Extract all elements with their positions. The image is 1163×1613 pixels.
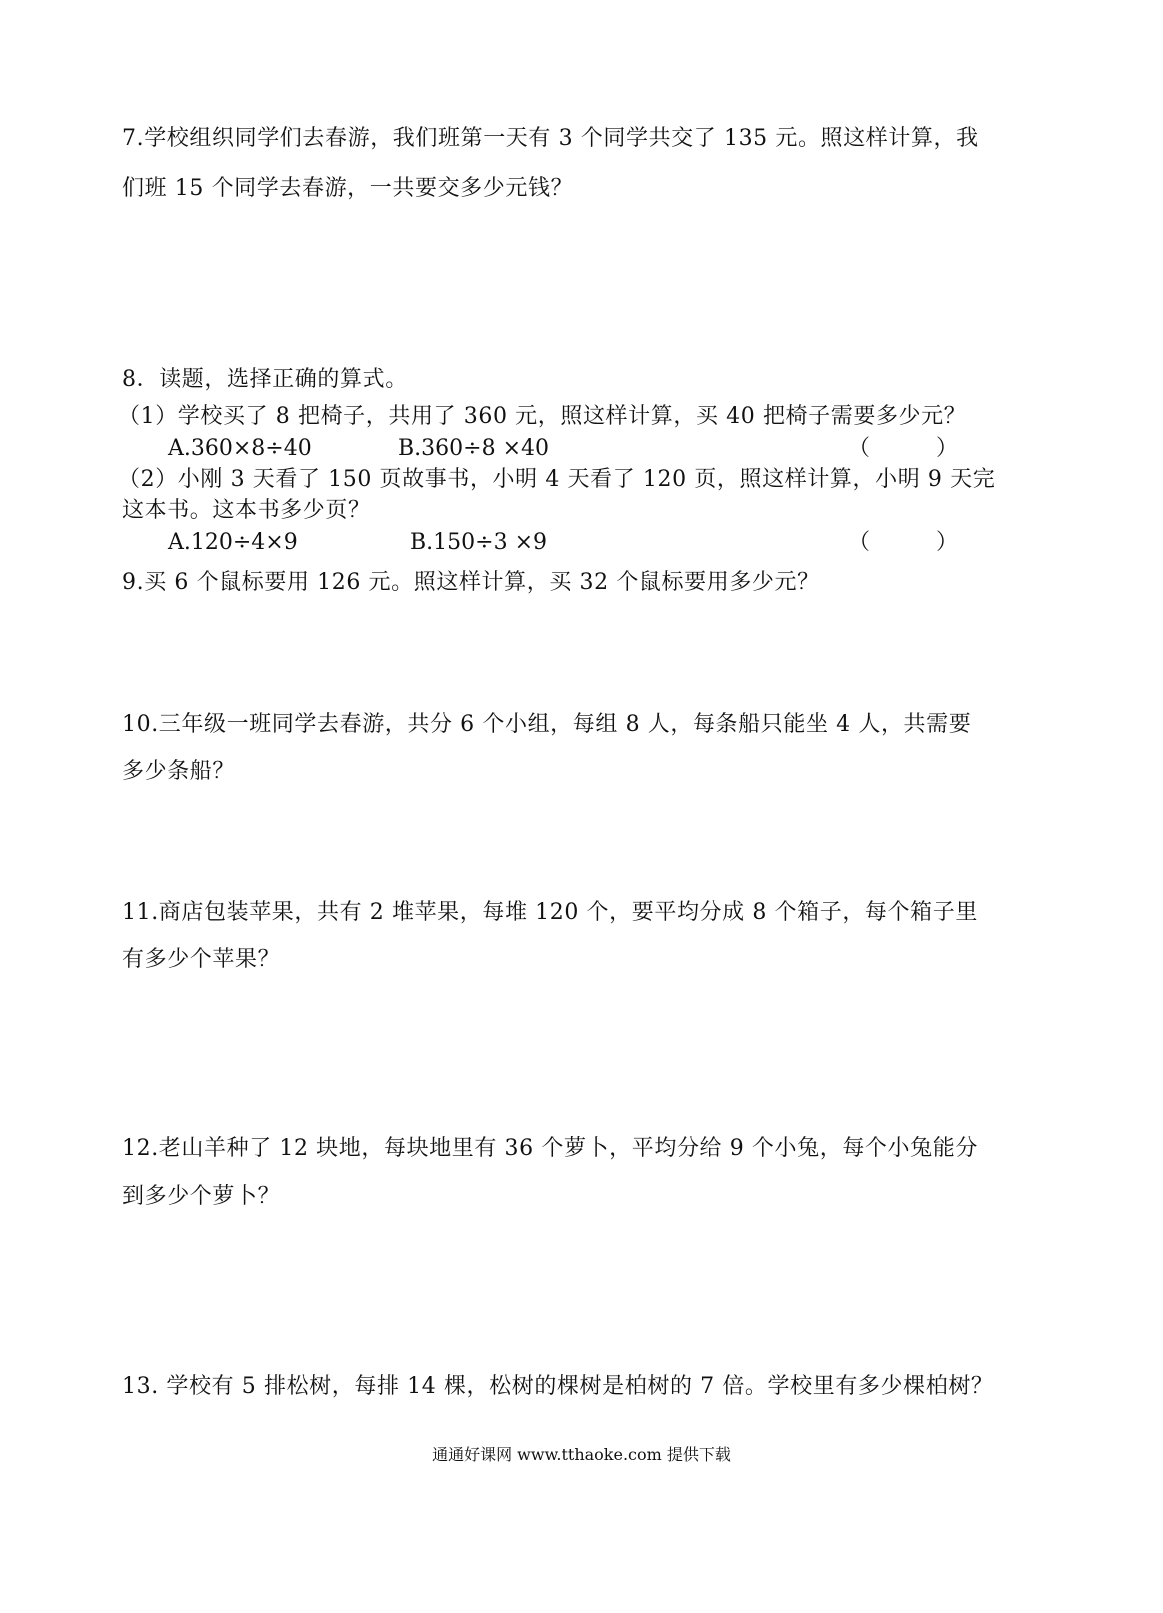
q13-line1: 13. 学校有 5 排松树，每排 14 棵，松树的棵树是柏树的 7 倍。学校里有多少棵柏树？ [122, 1374, 994, 1399]
q11-line2: 有多少个苹果？ [122, 947, 281, 972]
q8-heading: 8．读题，选择正确的算式。 [122, 367, 408, 392]
q8-part1-option-a: A.360×8÷40 [168, 436, 312, 461]
footer-source-note: 通通好课网 www.tthaoke.com 提供下载 [432, 1445, 731, 1464]
q8-part2-text-line2: 这本书。这本书多少页？ [122, 498, 371, 523]
q8-part1-answer-blank: （ ） [848, 436, 959, 461]
q8-part2-option-a: A.120÷4×9 [168, 530, 298, 555]
q7-line2: 们班 15 个同学去春游，一共要交多少元钱？ [122, 176, 574, 201]
q8-part2-text-line1: （2）小刚 3 天看了 150 页故事书，小明 4 天看了 120 页，照这样计算，小明 9 天完 [118, 467, 996, 492]
q10-line1: 10.三年级一班同学去春游，共分 6 个小组，每组 8 人，每条船只能坐 4 人，共需要 [122, 712, 972, 737]
q10-line2: 多少条船？ [122, 759, 236, 784]
q8-part2-option-b: B.150÷3 ×9 [410, 530, 548, 555]
q9-line1: 9.买 6 个鼠标要用 126 元。照这样计算，买 32 个鼠标要用多少元？ [122, 570, 820, 595]
q8-part1-option-b: B.360÷8 ×40 [398, 436, 550, 461]
q7-line1: 7.学校组织同学们去春游，我们班第一天有 3 个同学共交了 135 元。照这样计算，我 [122, 126, 979, 151]
q12-line1: 12.老山羊种了 12 块地，每块地里有 36 个萝卜，平均分给 9 个小兔，每个小兔能分 [122, 1136, 978, 1161]
q11-line1: 11.商店包装苹果，共有 2 堆苹果，每堆 120 个，要平均分成 8 个箱子，每个箱子里 [122, 900, 978, 925]
q12-line2: 到多少个萝卜？ [122, 1184, 281, 1209]
q8-part1-text: （1）学校买了 8 把椅子，共用了 360 元，照这样计算，买 40 把椅子需要多少元？ [118, 404, 967, 429]
q8-part2-answer-blank: （ ） [848, 530, 959, 555]
